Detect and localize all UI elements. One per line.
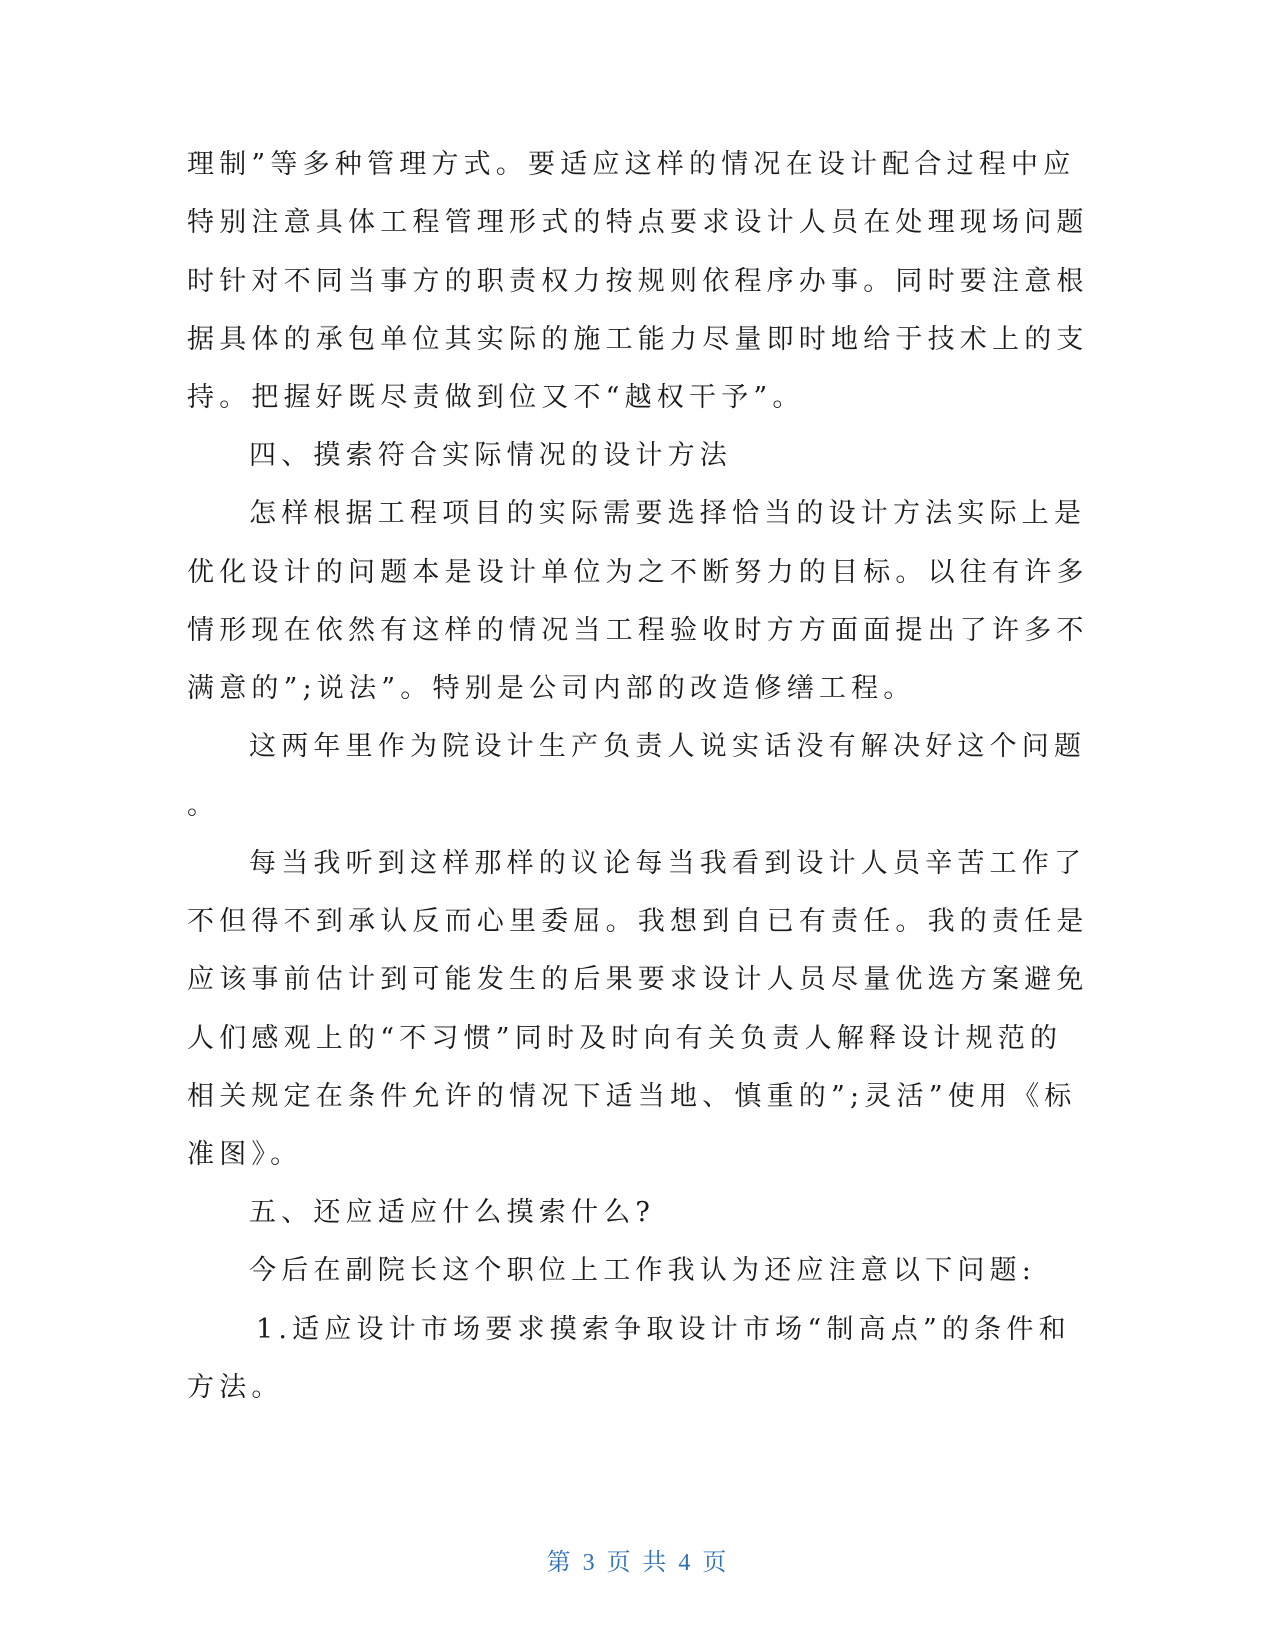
paragraph-line: 时针对不同当事方的职责权力按规则依程序办事。同时要注意根 <box>187 266 1089 297</box>
paragraph-line: 情形现在依然有这样的情况当工程验收时方方面面提出了许多不 <box>187 615 1089 646</box>
paragraph-line: 。 <box>187 790 220 821</box>
paragraph-line: 这两年里作为院设计生产负责人说实话没有解决好这个问题 <box>249 731 1087 762</box>
list-item-line: 1.适应设计市场要求摸索争取设计市场“制高点”的条件和 <box>256 1314 1071 1345</box>
paragraph-line: 特别注意具体工程管理形式的特点要求设计人员在处理现场问题 <box>187 207 1089 238</box>
total-page-number: 4 <box>678 1550 693 1576</box>
paragraph-line: 据具体的承包单位其实际的施工能力尽量即时地给于技术上的支 <box>187 324 1089 355</box>
paragraph-line: 每当我听到这样那样的议论每当我看到设计人员辛苦工作了 <box>249 848 1087 879</box>
paragraph-line: 人们感观上的“不习惯”同时及时向有关负责人解释设计规范的 <box>187 1023 1063 1054</box>
paragraph-line: 应该事前估计到可能发生的后果要求设计人员尽量优选方案避免 <box>187 964 1089 995</box>
paragraph-line: 满意的”;说法”。特别是公司内部的改造修缮工程。 <box>187 673 916 704</box>
paragraph-line: 怎样根据工程项目的实际需要选择恰当的设计方法实际上是 <box>249 498 1087 529</box>
page-footer <box>0 1542 1275 1577</box>
paragraph-line: 今后在副院长这个职位上工作我认为还应注意以下问题: <box>249 1255 1037 1286</box>
paragraph-line: 准图》。 <box>187 1139 303 1170</box>
paragraph-line: 相关规定在条件允许的情况下适当地、慎重的”;灵活”使用《标 <box>187 1081 1077 1112</box>
paragraph-line: 不但得不到承认反而心里委屈。我想到自已有责任。我的责任是 <box>187 906 1089 937</box>
footer-prefix: 第 <box>546 1548 573 1576</box>
paragraph-line: 理制”等多种管理方式。要适应这样的情况在设计配合过程中应 <box>187 149 1076 180</box>
footer-suffix: 页 <box>702 1548 729 1576</box>
paragraph-line: 方法。 <box>187 1372 284 1403</box>
footer-middle: 页 共 <box>606 1548 669 1576</box>
paragraph-line: 优化设计的问题本是设计单位为之不断努力的目标。以往有许多 <box>187 557 1089 588</box>
section-heading: 四、摸索符合实际情况的设计方法 <box>249 440 732 471</box>
section-heading: 五、还应适应什么摸索什么? <box>249 1197 656 1228</box>
current-page-number: 3 <box>582 1550 597 1576</box>
paragraph-line: 持。把握好既尽责做到位又不“越权干予”。 <box>187 382 805 413</box>
